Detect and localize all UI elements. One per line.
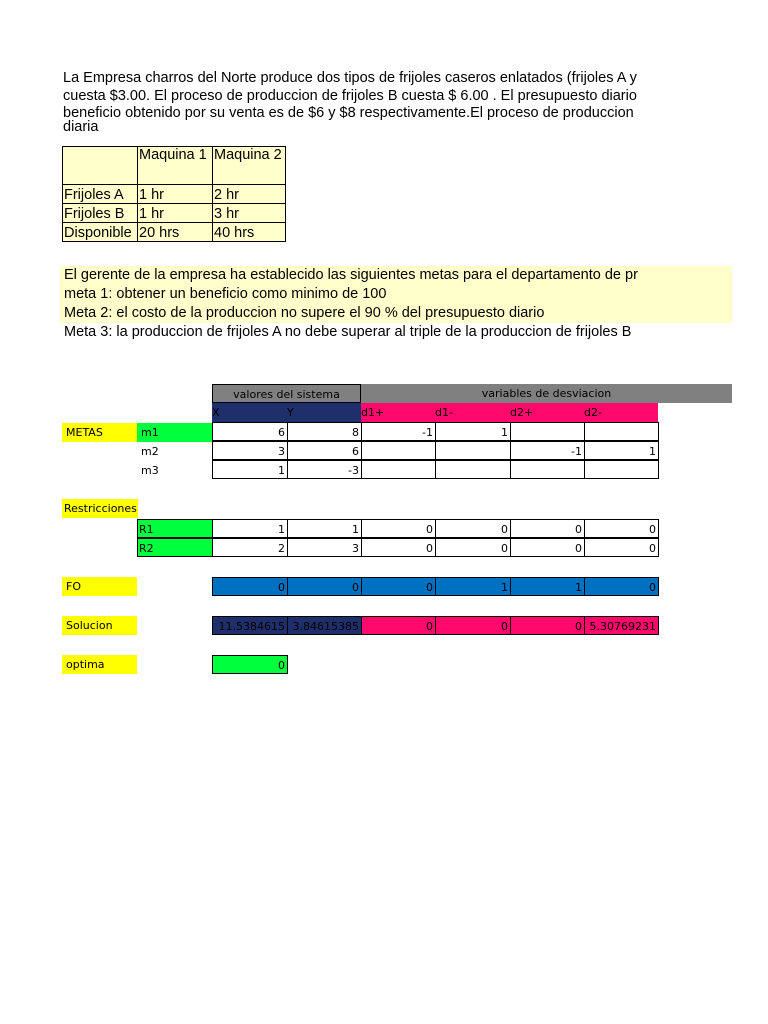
m3-d1-minus[interactable] <box>435 460 511 479</box>
table-cell: Disponible <box>63 223 138 242</box>
col-header-d2-plus: d2+ <box>510 403 584 422</box>
table-cell: 2 hr <box>213 185 286 204</box>
table-header-cell: Maquina 2 <box>213 147 286 185</box>
r1-y[interactable]: 1 <box>287 519 362 538</box>
col-header-y: Y <box>287 403 361 422</box>
statement-line: La Empresa charros del Norte produce dos tipos de frijoles caseros enlatados (frijoles A y <box>63 70 637 86</box>
goals-intro: El gerente de la empresa ha establecido las siguientes metas para el departamento de pr <box>60 266 732 285</box>
row-label-r1: R1 <box>137 519 213 538</box>
solucion-d1-minus[interactable]: 0 <box>435 616 511 635</box>
solucion-y[interactable]: 3.84615385 <box>287 616 362 635</box>
statement-line: diaria <box>63 118 99 132</box>
fo-label: FO <box>62 577 137 596</box>
r2-d1-plus[interactable]: 0 <box>361 538 436 557</box>
m1-x[interactable]: 6 <box>212 422 288 441</box>
header-system-values: valores del sistema <box>212 384 361 403</box>
r1-d2-minus[interactable]: 0 <box>584 519 659 538</box>
m1-d2-minus[interactable] <box>584 422 659 441</box>
r2-y[interactable]: 3 <box>287 538 362 557</box>
m3-y[interactable]: -3 <box>287 460 362 479</box>
m3-d2-minus[interactable] <box>584 460 659 479</box>
row-label-r2: R2 <box>137 538 213 557</box>
fo-d2-minus[interactable]: 0 <box>584 577 659 596</box>
m3-d2-plus[interactable] <box>510 460 585 479</box>
r2-x[interactable]: 2 <box>212 538 288 557</box>
fo-d2-plus[interactable]: 1 <box>510 577 585 596</box>
statement-line: cuesta $3.00. El proceso de produccion de frijoles B cuesta $ 6.00 . El presupuesto diario <box>63 87 637 104</box>
table-cell: 40 hrs <box>213 223 286 242</box>
header-deviation-variables: variables de desviacion <box>361 384 732 403</box>
table-cell: 1 hr <box>138 204 213 223</box>
r1-d2-plus[interactable]: 0 <box>510 519 585 538</box>
r1-d1-plus[interactable]: 0 <box>361 519 436 538</box>
statement-line: beneficio obtenido por su venta es de $6 y $8 respectivamente.El proceso de produccion <box>63 105 634 121</box>
m2-d1-minus[interactable] <box>435 441 511 460</box>
m1-y[interactable]: 8 <box>287 422 362 441</box>
m1-d2-plus[interactable] <box>510 422 585 441</box>
restricciones-label: Restricciones <box>62 499 138 518</box>
col-header-d2-minus: d2- <box>584 403 658 422</box>
fo-y[interactable]: 0 <box>287 577 362 596</box>
r2-d1-minus[interactable]: 0 <box>435 538 511 557</box>
optima-label: optima <box>62 655 137 674</box>
table-header-cell: Maquina 1 <box>138 147 213 185</box>
solucion-d2-minus[interactable]: 5.30769231 <box>584 616 659 635</box>
m2-d2-minus[interactable]: 1 <box>584 441 659 460</box>
row-label-m2: m2 <box>141 445 159 458</box>
goal-1: meta 1: obtener un beneficio como minimo de 100 <box>60 285 732 304</box>
r2-d2-minus[interactable]: 0 <box>584 538 659 557</box>
solucion-x[interactable]: 11.5384615 <box>212 616 288 635</box>
m1-d1-minus[interactable]: 1 <box>435 422 511 441</box>
table-cell: Frijoles A <box>63 185 138 204</box>
col-header-d1-plus: d1+ <box>361 403 435 422</box>
r1-x[interactable]: 1 <box>212 519 288 538</box>
fo-d1-plus[interactable]: 0 <box>361 577 436 596</box>
optima-value[interactable]: 0 <box>212 655 288 674</box>
goal-3: Meta 3: la produccion de frijoles A no debe superar al triple de la produccion de frijoles B <box>64 324 632 340</box>
m3-d1-plus[interactable] <box>361 460 436 479</box>
row-label-m1: m1 <box>137 423 212 442</box>
row-label-m3: m3 <box>141 464 159 477</box>
m2-d2-plus[interactable]: -1 <box>510 441 585 460</box>
table-cell: 3 hr <box>213 204 286 223</box>
metas-label: METAS <box>62 423 137 442</box>
table-cell: Frijoles B <box>63 204 138 223</box>
m2-x[interactable]: 3 <box>212 441 288 460</box>
m2-y[interactable]: 6 <box>287 441 362 460</box>
solucion-d2-plus[interactable]: 0 <box>510 616 585 635</box>
m1-d1-plus[interactable]: -1 <box>361 422 436 441</box>
goal-2: Meta 2: el costo de la produccion no supere el 90 % del presupuesto diario <box>60 304 732 323</box>
fo-x[interactable]: 0 <box>212 577 288 596</box>
col-header-d1-minus: d1- <box>435 403 510 422</box>
table-cell: 20 hrs <box>138 223 213 242</box>
solucion-d1-plus[interactable]: 0 <box>361 616 436 635</box>
fo-d1-minus[interactable]: 1 <box>435 577 511 596</box>
solucion-label: Solucion <box>62 616 137 635</box>
m2-d1-plus[interactable] <box>361 441 436 460</box>
table-cell: 1 hr <box>138 185 213 204</box>
r1-d1-minus[interactable]: 0 <box>435 519 511 538</box>
m3-x[interactable]: 1 <box>212 460 288 479</box>
r2-d2-plus[interactable]: 0 <box>510 538 585 557</box>
col-header-x: X <box>212 403 287 422</box>
